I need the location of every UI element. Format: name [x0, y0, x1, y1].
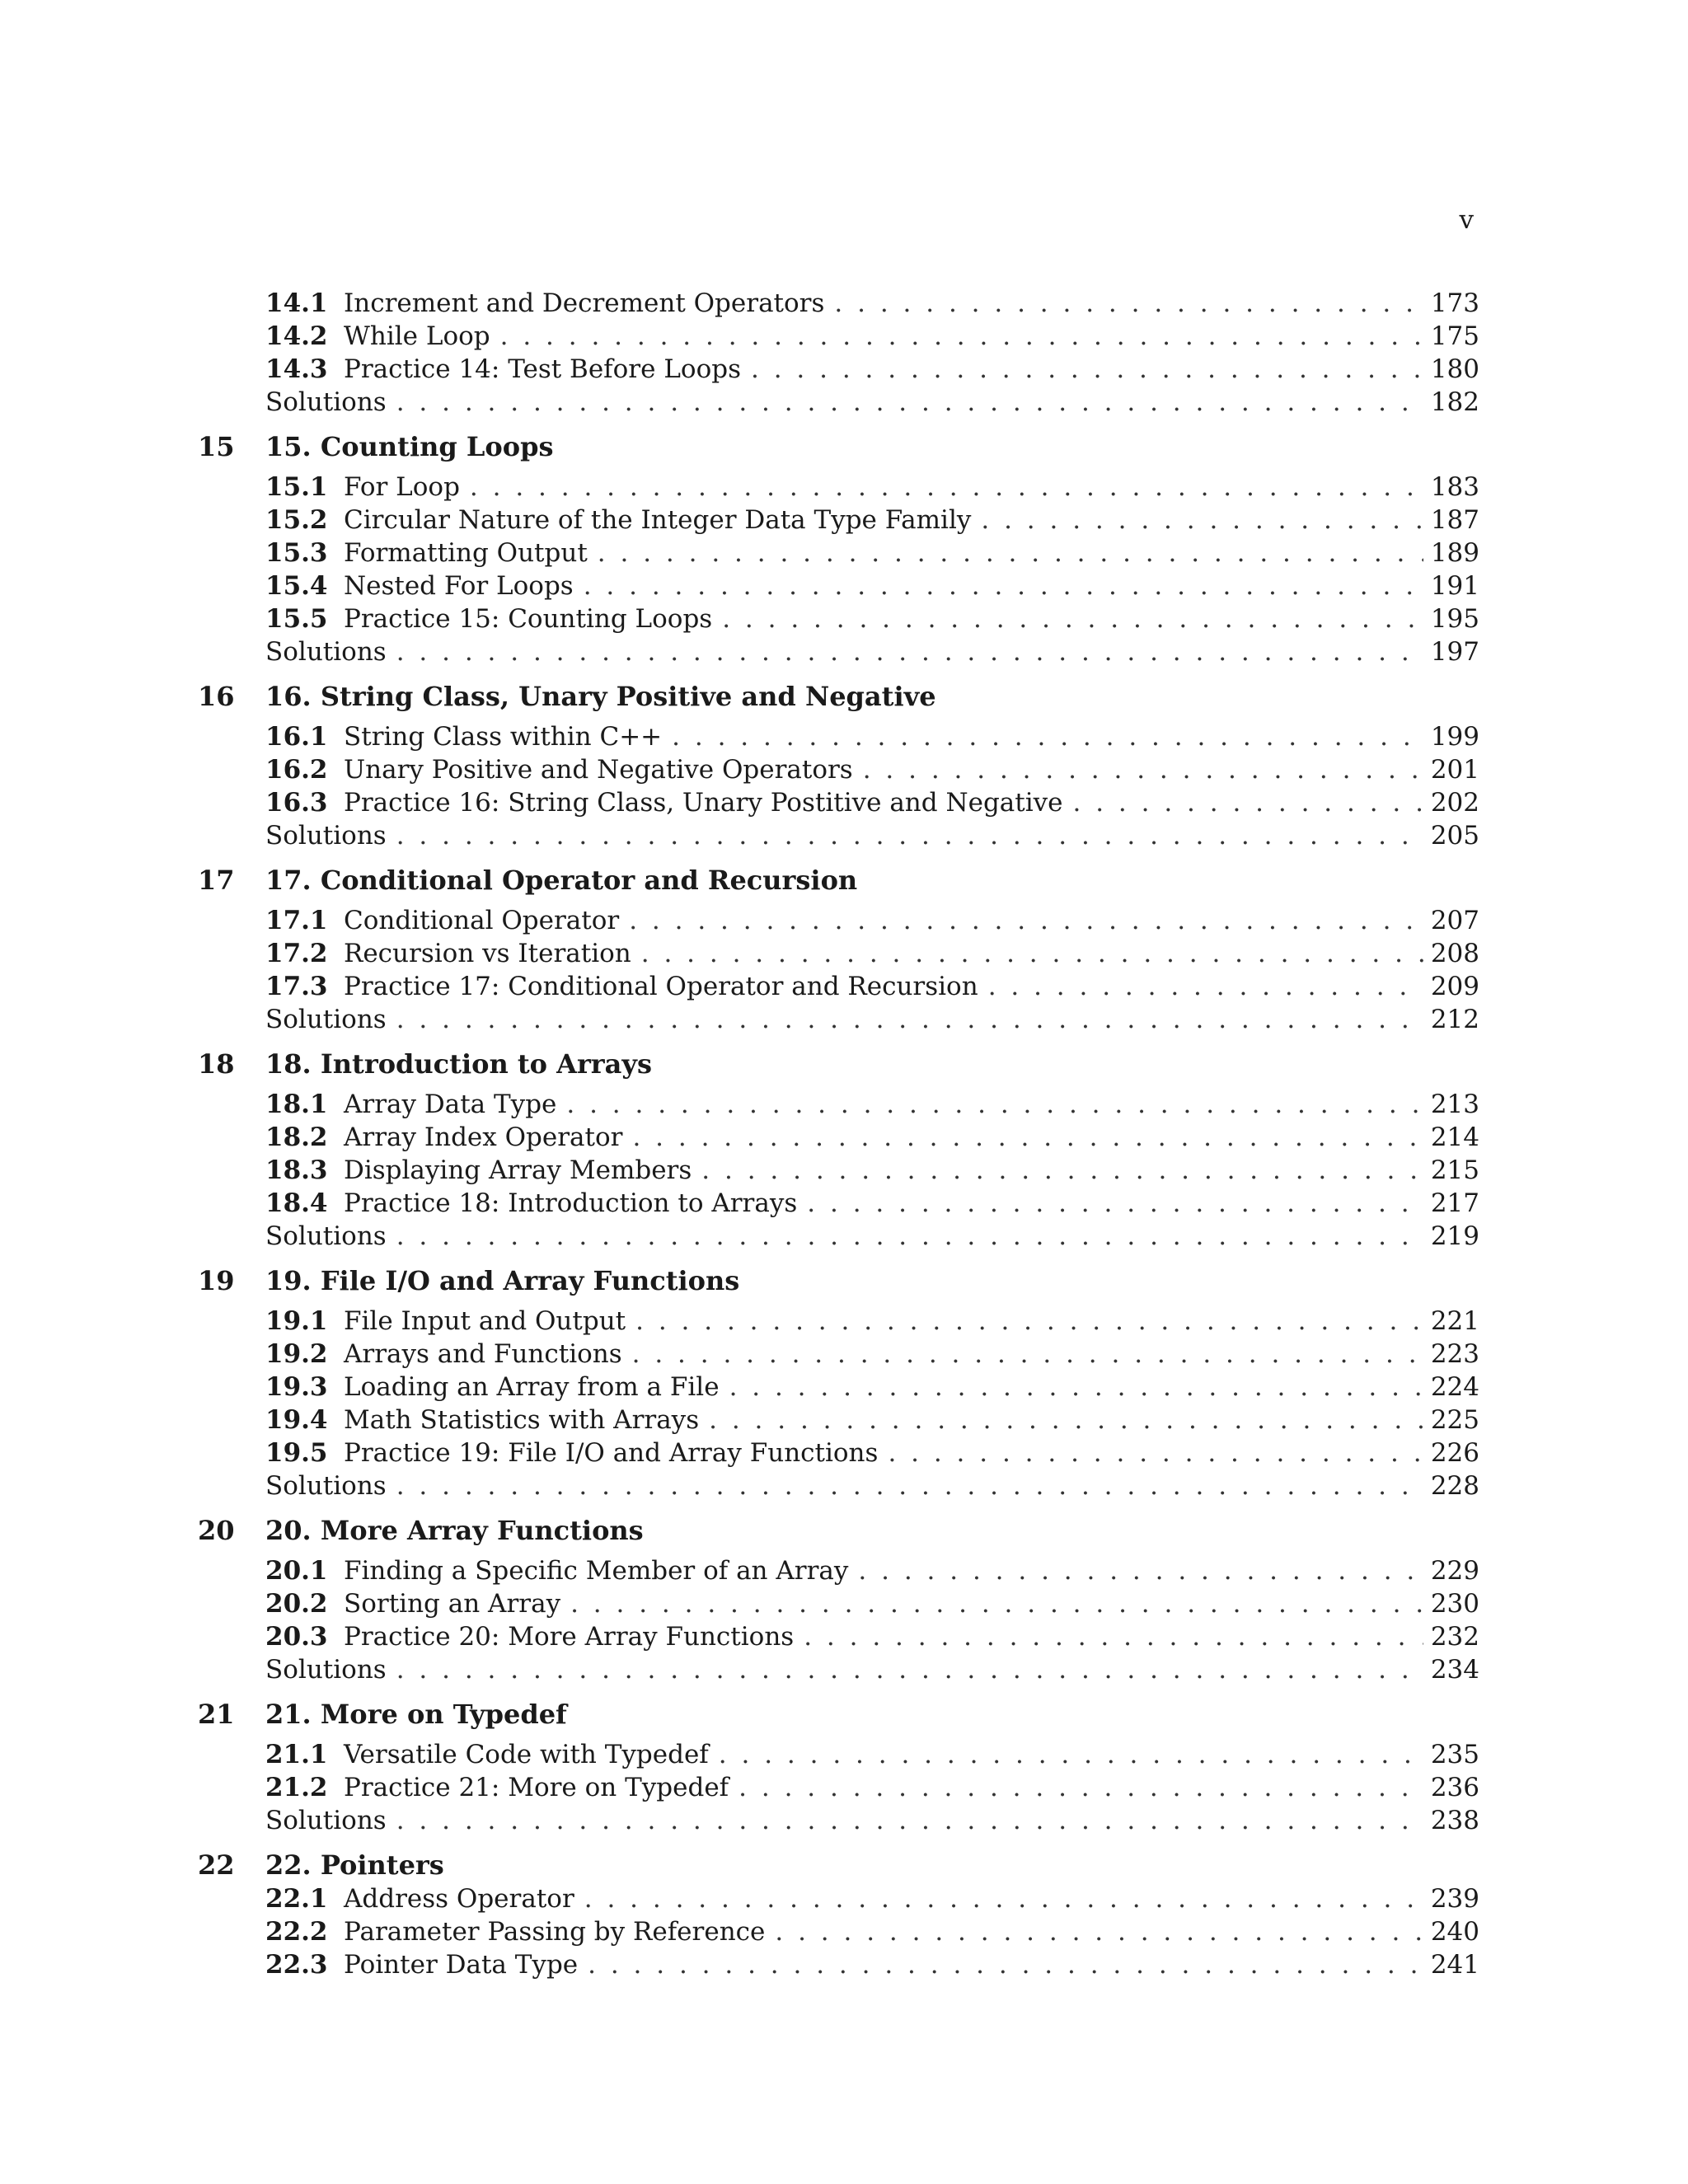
page-reference: 228 — [1430, 1471, 1479, 1501]
toc-chapter-heading[interactable] — [198, 1697, 1479, 1732]
toc-section-entry[interactable] — [198, 1882, 1479, 1915]
toc-section-entry[interactable] — [198, 1187, 1479, 1220]
section-title: Practice 21: More on Typedef — [344, 1773, 729, 1802]
section-title: Loading an Array from a File — [344, 1372, 720, 1402]
section-number: 19.5 — [265, 1438, 328, 1468]
page-reference: 213 — [1430, 1090, 1479, 1119]
toc-section-entry[interactable] — [198, 1371, 1479, 1404]
dot-leader — [751, 353, 1423, 386]
page-reference: 230 — [1430, 1589, 1479, 1619]
page-reference: 221 — [1430, 1306, 1479, 1336]
section-title: Math Statistics with Arrays — [344, 1405, 700, 1435]
section-title: Increment and Decrement Operators — [344, 288, 825, 318]
section-title: Solutions — [265, 821, 387, 851]
toc-section-entry[interactable] — [198, 786, 1479, 819]
section-title: Practice 19: File I/O and Array Functions — [344, 1438, 879, 1468]
dot-leader — [598, 537, 1423, 569]
chapter-title: 20. More Array Functions — [265, 1515, 644, 1546]
section-title: Practice 16: String Class, Unary Postitive and Negative — [344, 788, 1063, 818]
section-title: Address Operator — [344, 1884, 574, 1914]
section-number: 16.3 — [265, 788, 328, 818]
section-title: String Class within C++ — [344, 722, 663, 752]
section-number: 18.3 — [265, 1155, 328, 1185]
dot-leader — [672, 720, 1423, 753]
page-reference: 239 — [1430, 1884, 1479, 1914]
section-number: 19.3 — [265, 1372, 328, 1402]
page-reference: 202 — [1430, 788, 1479, 818]
chapter-number: 22 — [198, 1849, 235, 1881]
toc-section-entry[interactable] — [198, 320, 1479, 353]
chapter-number: 15 — [198, 431, 235, 462]
toc-section-entry[interactable] — [198, 1948, 1479, 1981]
toc-section-entry[interactable] — [198, 504, 1479, 537]
page-reference: 189 — [1430, 538, 1479, 568]
chapter-title: 21. More on Typedef — [265, 1699, 567, 1730]
toc-section-entry[interactable] — [198, 1587, 1479, 1620]
toc-section-entry[interactable] — [198, 1404, 1479, 1436]
page-reference: 191 — [1430, 571, 1479, 601]
section-title: Displaying Array Members — [344, 1155, 692, 1185]
toc-section-entry[interactable] — [198, 353, 1479, 386]
page-reference: 195 — [1430, 604, 1479, 634]
toc-section-entry[interactable] — [198, 937, 1479, 970]
section-title: File Input and Output — [344, 1306, 626, 1336]
toc-section-entry[interactable] — [198, 1554, 1479, 1587]
dot-leader — [863, 753, 1423, 786]
section-number: 19.4 — [265, 1405, 328, 1435]
page-reference: 236 — [1430, 1773, 1479, 1802]
dot-leader — [396, 1469, 1423, 1502]
section-title: Solutions — [265, 1655, 387, 1685]
chapter-title: 16. String Class, Unary Positive and Negative — [265, 681, 936, 712]
section-number: 14.2 — [265, 321, 328, 351]
section-number: 17.1 — [265, 906, 328, 935]
section-number: 18.1 — [265, 1090, 328, 1119]
toc-section-entry[interactable] — [198, 1436, 1479, 1469]
section-number: 22.3 — [265, 1950, 328, 1980]
section-title: Finding a Specific Member of an Array — [344, 1556, 849, 1586]
page-reference: 182 — [1430, 387, 1479, 417]
section-number: 21.2 — [265, 1773, 328, 1802]
toc-solutions-entry[interactable] — [198, 1220, 1479, 1253]
section-title: Array Index Operator — [344, 1122, 623, 1152]
section-number: 18.4 — [265, 1188, 328, 1218]
page-reference: 208 — [1430, 939, 1479, 968]
dot-leader — [807, 1187, 1423, 1220]
chapter-number: 20 — [198, 1515, 235, 1546]
page-reference: 238 — [1430, 1806, 1479, 1835]
toc-section-entry[interactable] — [198, 1154, 1479, 1187]
section-title: For Loop — [344, 472, 460, 502]
section-title: Conditional Operator — [344, 906, 620, 935]
section-title: Formatting Output — [344, 538, 588, 568]
section-number: 20.1 — [265, 1556, 328, 1586]
section-number: 15.4 — [265, 571, 328, 601]
section-title: Solutions — [265, 1221, 387, 1251]
dot-leader — [858, 1554, 1423, 1587]
section-number: 15.5 — [265, 604, 328, 634]
page-reference: 212 — [1430, 1005, 1479, 1034]
toc-solutions-entry[interactable] — [198, 386, 1479, 419]
chapter-title: 18. Introduction to Arrays — [265, 1048, 652, 1080]
section-number: 22.2 — [265, 1917, 328, 1947]
page-reference: 215 — [1430, 1155, 1479, 1185]
toc-chapter-heading[interactable] — [198, 1263, 1479, 1298]
dot-leader — [396, 1804, 1423, 1837]
page-reference: 199 — [1430, 722, 1479, 752]
dot-leader — [722, 602, 1423, 635]
chapter-title: 15. Counting Loops — [265, 431, 554, 462]
toc-section-entry[interactable] — [198, 970, 1479, 1003]
dot-leader — [729, 1371, 1423, 1404]
dot-leader — [719, 1738, 1423, 1771]
dot-leader — [584, 569, 1423, 602]
toc-solutions-entry[interactable] — [198, 1804, 1479, 1837]
section-title: Practice 17: Conditional Operator and Recursion — [344, 972, 978, 1001]
toc-section-entry[interactable] — [198, 904, 1479, 937]
section-title: Pointer Data Type — [344, 1950, 579, 1980]
toc-section-entry[interactable] — [198, 471, 1479, 504]
chapter-title: 17. Conditional Operator and Recursion — [265, 865, 858, 896]
page-reference: 219 — [1430, 1221, 1479, 1251]
section-title: Practice 15: Counting Loops — [344, 604, 713, 634]
dot-leader — [396, 819, 1423, 852]
chapter-title: 22. Pointers — [265, 1849, 444, 1881]
dot-leader — [804, 1620, 1423, 1653]
page-reference: 201 — [1430, 755, 1479, 785]
section-title: Array Data Type — [344, 1090, 557, 1119]
toc-solutions-entry[interactable] — [198, 635, 1479, 668]
toc-chapter-heading[interactable] — [198, 863, 1479, 898]
section-title: Versatile Code with Typedef — [344, 1740, 709, 1769]
page-number: v — [1459, 205, 1474, 235]
chapter-number: 17 — [198, 865, 235, 896]
page-reference: 234 — [1430, 1655, 1479, 1685]
dot-leader — [1073, 786, 1424, 819]
page-reference: 226 — [1430, 1438, 1479, 1468]
page-reference: 225 — [1430, 1405, 1479, 1435]
page-reference: 229 — [1430, 1556, 1479, 1586]
page-reference: 240 — [1430, 1917, 1479, 1947]
page-reference: 209 — [1430, 972, 1479, 1001]
toc-section-entry[interactable] — [198, 287, 1479, 320]
chapter-number: 16 — [198, 681, 235, 712]
toc-section-entry[interactable] — [198, 1738, 1479, 1771]
dot-leader — [588, 1948, 1423, 1981]
toc-section-entry[interactable] — [198, 1338, 1479, 1371]
section-title: Sorting an Array — [344, 1589, 561, 1619]
section-title: Solutions — [265, 1471, 387, 1501]
section-number: 16.1 — [265, 722, 328, 752]
section-number: 20.3 — [265, 1622, 328, 1652]
dot-leader — [570, 1587, 1423, 1620]
dot-leader — [632, 1338, 1423, 1371]
section-number: 16.2 — [265, 755, 328, 785]
dot-leader — [396, 1653, 1423, 1686]
section-title: Practice 14: Test Before Loops — [344, 354, 741, 384]
section-number: 17.2 — [265, 939, 328, 968]
page-reference: 241 — [1430, 1950, 1479, 1980]
toc-solutions-entry[interactable] — [198, 1003, 1479, 1036]
dot-leader — [629, 904, 1423, 937]
chapter-number: 19 — [198, 1265, 235, 1296]
dot-leader — [632, 1121, 1423, 1154]
section-number: 22.1 — [265, 1884, 328, 1914]
section-title: Arrays and Functions — [344, 1339, 622, 1369]
toc-section-entry[interactable] — [198, 1088, 1479, 1121]
dot-leader — [988, 970, 1423, 1003]
section-title: Solutions — [265, 1806, 387, 1835]
section-title: While Loop — [344, 321, 490, 351]
toc-chapter-heading[interactable] — [198, 679, 1479, 714]
dot-leader — [738, 1771, 1423, 1804]
dot-leader — [635, 1305, 1423, 1338]
dot-leader — [396, 386, 1423, 419]
toc-chapter-heading[interactable] — [198, 429, 1479, 464]
page-reference: 197 — [1430, 637, 1479, 667]
dot-leader — [709, 1404, 1423, 1436]
page-reference: 173 — [1430, 288, 1479, 318]
page-reference: 214 — [1430, 1122, 1479, 1152]
toc-chapter-heading[interactable] — [198, 1848, 1479, 1882]
chapter-title: 19. File I/O and Array Functions — [265, 1265, 740, 1296]
toc-section-entry[interactable] — [198, 569, 1479, 602]
toc-section-entry[interactable] — [198, 602, 1479, 635]
toc-solutions-entry[interactable] — [198, 1469, 1479, 1502]
toc-solutions-entry[interactable] — [198, 819, 1479, 852]
dot-leader — [888, 1436, 1423, 1469]
page-reference: 207 — [1430, 906, 1479, 935]
page-reference: 175 — [1430, 321, 1479, 351]
toc-section-entry[interactable] — [198, 1305, 1479, 1338]
section-number: 17.3 — [265, 972, 328, 1001]
toc-chapter-heading[interactable] — [198, 1513, 1479, 1548]
section-title: Circular Nature of the Integer Data Type Family — [344, 505, 972, 535]
section-number: 14.3 — [265, 354, 328, 384]
dot-leader — [396, 635, 1423, 668]
dot-leader — [566, 1088, 1423, 1121]
dot-leader — [775, 1915, 1423, 1948]
section-title: Solutions — [265, 387, 387, 417]
page-reference: 205 — [1430, 821, 1479, 851]
toc-section-entry[interactable] — [198, 1915, 1479, 1948]
page-reference: 180 — [1430, 354, 1479, 384]
page-reference: 223 — [1430, 1339, 1479, 1369]
section-number: 19.1 — [265, 1306, 328, 1336]
section-number: 20.2 — [265, 1589, 328, 1619]
table-of-contents — [198, 287, 1479, 1981]
section-number: 19.2 — [265, 1339, 328, 1369]
section-number: 15.1 — [265, 472, 328, 502]
page-reference: 187 — [1430, 505, 1479, 535]
section-title: Practice 18: Introduction to Arrays — [344, 1188, 798, 1218]
dot-leader — [470, 471, 1423, 504]
dot-leader — [396, 1003, 1423, 1036]
section-number: 18.2 — [265, 1122, 328, 1152]
dot-leader — [701, 1154, 1423, 1187]
section-title: Parameter Passing by Reference — [344, 1917, 766, 1947]
toc-section-entry[interactable] — [198, 1620, 1479, 1653]
section-title: Recursion vs Iteration — [344, 939, 631, 968]
dot-leader — [834, 287, 1423, 320]
section-number: 15.2 — [265, 505, 328, 535]
toc-solutions-entry[interactable] — [198, 1653, 1479, 1686]
page-reference: 183 — [1430, 472, 1479, 502]
dot-leader — [584, 1882, 1423, 1915]
toc-section-entry[interactable] — [198, 1771, 1479, 1804]
chapter-number: 21 — [198, 1699, 235, 1730]
toc-section-entry[interactable] — [198, 1121, 1479, 1154]
dot-leader — [396, 1220, 1423, 1253]
toc-chapter-heading[interactable] — [198, 1047, 1479, 1081]
section-number: 21.1 — [265, 1740, 328, 1769]
dot-leader — [981, 504, 1423, 537]
page-reference: 224 — [1430, 1372, 1479, 1402]
dot-leader — [641, 937, 1423, 970]
dot-leader — [500, 320, 1423, 353]
section-title: Practice 20: More Array Functions — [344, 1622, 795, 1652]
section-title: Unary Positive and Negative Operators — [344, 755, 853, 785]
section-number: 15.3 — [265, 538, 328, 568]
section-title: Solutions — [265, 1005, 387, 1034]
toc-section-entry[interactable] — [198, 537, 1479, 569]
section-title: Solutions — [265, 637, 387, 667]
page-reference: 217 — [1430, 1188, 1479, 1218]
page-reference: 232 — [1430, 1622, 1479, 1652]
chapter-number: 18 — [198, 1048, 235, 1080]
section-number: 14.1 — [265, 288, 328, 318]
section-title: Nested For Loops — [344, 571, 574, 601]
toc-section-entry[interactable] — [198, 753, 1479, 786]
toc-section-entry[interactable] — [198, 720, 1479, 753]
page-reference: 235 — [1430, 1740, 1479, 1769]
